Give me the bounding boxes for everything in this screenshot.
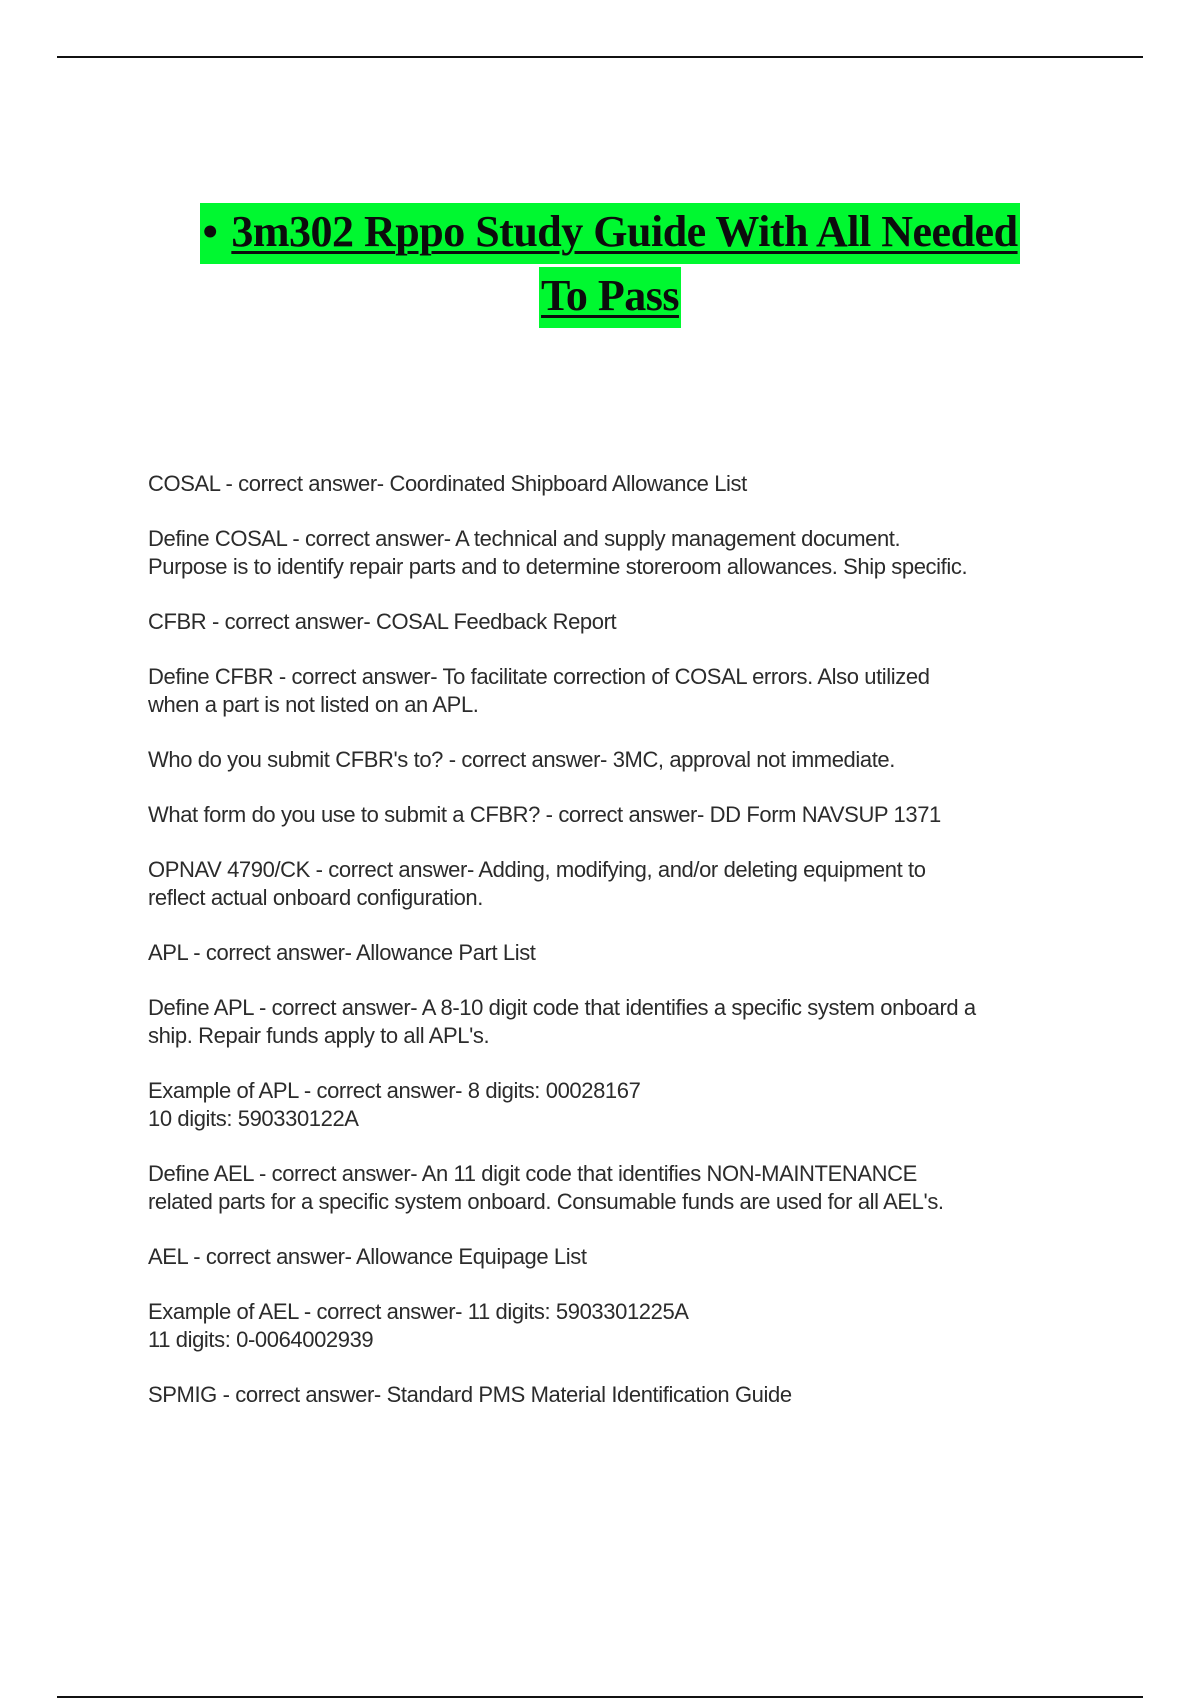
- flashcard-item: [148, 608, 1088, 636]
- answer-separator: - correct answer-: [539, 802, 710, 827]
- flashcard-list: [148, 470, 1088, 1436]
- title-text-1: 3m302 Rppo Study Guide With All Needed: [231, 207, 1018, 256]
- flashcard-item: [148, 856, 1088, 912]
- answer-separator: - correct answer-: [187, 940, 357, 965]
- flashcard-answer: 8 digits: 00028167 10 digits: 590330122A: [148, 1078, 641, 1131]
- flashcard-term: What form do you use to submit a CFBR?: [148, 802, 540, 827]
- flashcard-term: Who do you submit CFBR's to?: [148, 747, 444, 772]
- flashcard-item: [148, 801, 1088, 829]
- flashcard-answer: A technical and supply management document. Purpose is to identify repair parts and to determine storeroom allowances. Ship specific.: [148, 526, 968, 579]
- answer-separator: - correct answer-: [216, 1382, 387, 1407]
- flashcard-item: [148, 994, 1088, 1050]
- title-line-2: To Pass: [539, 267, 681, 328]
- answer-separator: - correct answer-: [253, 1161, 422, 1186]
- title-bullet-icon: •: [202, 207, 218, 256]
- answer-separator: - correct answer-: [443, 747, 613, 772]
- flashcard-answer: 3MC, approval not immediate.: [612, 747, 895, 772]
- answer-separator: - correct answer-: [253, 995, 422, 1020]
- flashcard-answer: An 11 digit code that identifies NON-MAINTENANCE related parts for a specific system onboard. Consumable funds are used for all AEL's.: [148, 1161, 944, 1214]
- top-rule: [57, 56, 1143, 58]
- flashcard-answer: Allowance Equipage List: [356, 1244, 587, 1269]
- flashcard-term: CFBR: [148, 609, 207, 634]
- flashcard-item: [148, 470, 1088, 498]
- flashcard-item: [148, 1243, 1088, 1271]
- answer-separator: - correct answer-: [298, 1299, 468, 1324]
- flashcard-answer: DD Form NAVSUP 1371: [709, 802, 941, 827]
- flashcard-term: Example of APL: [148, 1078, 299, 1103]
- flashcard-item: [148, 1077, 1088, 1133]
- flashcard-answer: Standard PMS Material Identification Guide: [386, 1382, 792, 1407]
- flashcard-term: AEL: [148, 1244, 188, 1269]
- flashcard-term: Define COSAL: [148, 526, 287, 551]
- flashcard-item: [148, 525, 1088, 581]
- flashcard-item: [148, 939, 1088, 967]
- flashcard-item: [148, 663, 1088, 719]
- flashcard-answer: To facilitate correction of COSAL errors. Also utilized when a part is not listed on an APL.: [148, 664, 930, 717]
- answer-separator: - correct answer-: [187, 1244, 357, 1269]
- flashcard-answer: Allowance Part List: [356, 940, 536, 965]
- flashcard-item: [148, 1160, 1088, 1216]
- flashcard-term: OPNAV 4790/CK: [148, 857, 310, 882]
- flashcard-term: SPMIG: [148, 1382, 217, 1407]
- answer-separator: - correct answer-: [206, 609, 376, 634]
- flashcard-term: Define APL: [148, 995, 254, 1020]
- flashcard-term: APL: [148, 940, 188, 965]
- flashcard-item: [148, 746, 1088, 774]
- bottom-rule: [57, 1696, 1143, 1698]
- flashcard-term: Define CFBR: [148, 664, 274, 689]
- flashcard-term: COSAL: [148, 471, 220, 496]
- flashcard-answer: A 8-10 digit code that identifies a specific system onboard a ship. Repair funds apply to all APL's.: [148, 995, 976, 1048]
- answer-separator: - correct answer-: [286, 526, 456, 551]
- answer-separator: - correct answer-: [219, 471, 390, 496]
- answer-separator: - correct answer-: [309, 857, 479, 882]
- flashcard-term: Example of AEL: [148, 1299, 299, 1324]
- flashcard-answer: 11 digits: 5903301225A 11 digits: 0-0064002939: [148, 1299, 689, 1352]
- flashcard-item: [148, 1298, 1088, 1354]
- document-title: [150, 200, 1070, 328]
- flashcard-answer: COSAL Feedback Report: [375, 609, 617, 634]
- flashcard-answer: Coordinated Shipboard Allowance List: [389, 471, 747, 496]
- answer-separator: - correct answer-: [298, 1078, 468, 1103]
- answer-separator: - correct answer-: [273, 664, 443, 689]
- flashcard-item: [148, 1381, 1088, 1409]
- title-line-1: [200, 203, 1019, 264]
- flashcard-term: Define AEL: [148, 1161, 254, 1186]
- flashcard-answer: Adding, modifying, and/or deleting equipment to reflect actual onboard configuration.: [148, 857, 926, 910]
